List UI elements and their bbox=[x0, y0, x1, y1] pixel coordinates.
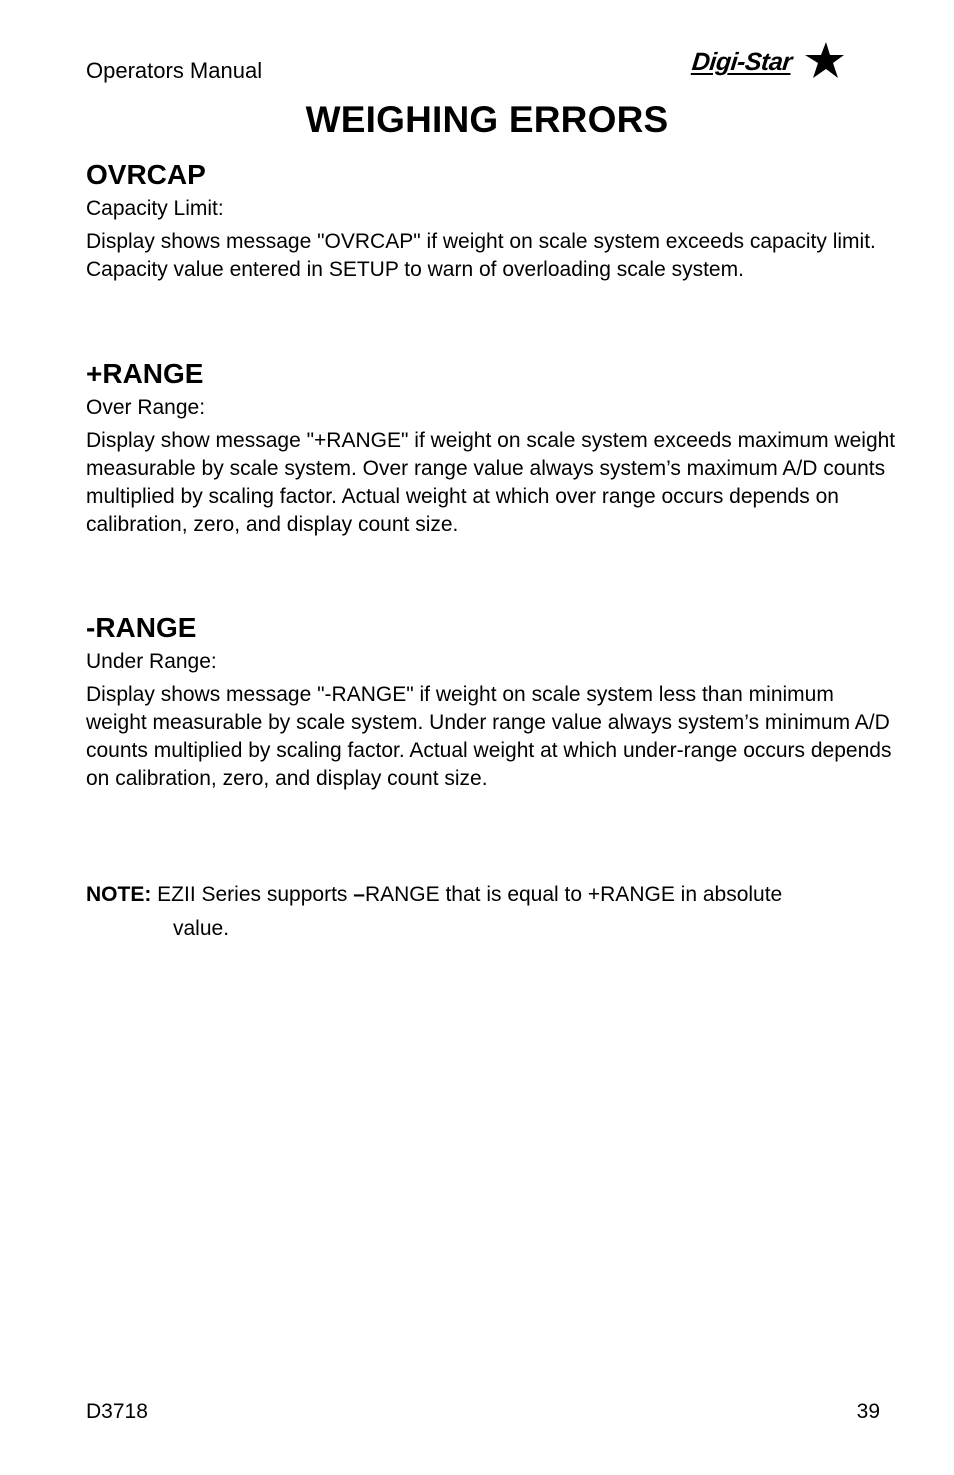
note-text-before: EZII Series supports bbox=[151, 883, 354, 906]
section-ovrcap bbox=[86, 158, 896, 284]
section-plus-range bbox=[86, 357, 896, 539]
section-heading: OVRCAP bbox=[86, 159, 206, 190]
note-line-1 bbox=[86, 878, 906, 912]
section-heading: +RANGE bbox=[86, 358, 204, 389]
section-subheading: Capacity Limit: bbox=[86, 197, 224, 220]
note-label: NOTE: bbox=[86, 883, 152, 906]
footer-page-number: 39 bbox=[856, 1400, 880, 1423]
section-body: Display show message "+RANGE" if weight on scale system exceeds maximum weight measurable by scale system. Over range value always system’s maximum A/D counts multiplied by scaling factor. Actual weight at which over range occurs depends on calibration, zero, and display count size. bbox=[86, 429, 896, 536]
note-line-2: value. bbox=[173, 917, 230, 940]
note-emphasis: – bbox=[353, 883, 365, 906]
section-subheading: Under Range: bbox=[86, 650, 217, 673]
section-heading: -RANGE bbox=[86, 612, 197, 643]
footer-doc-number: D3718 bbox=[86, 1400, 148, 1423]
section-body: Display shows message "OVRCAP" if weight on scale system exceeds capacity limit. Capacity value entered in SETUP to warn of overloading scale system. bbox=[86, 230, 876, 281]
star-icon bbox=[802, 42, 844, 80]
section-minus-range bbox=[86, 611, 896, 793]
section-subheading: Over Range: bbox=[86, 396, 206, 419]
header-manual-label: Operators Manual bbox=[86, 58, 263, 83]
section-body: Display shows message "-RANGE" if weight on scale system less than minimum weight measurable by scale system. Under range value always system’s minimum A/D counts multiplied by scaling factor. Actual weight at which under-range occurs depends on calibration, zero, and display count size. bbox=[86, 683, 892, 790]
logo-text: Digi-Star bbox=[690, 48, 794, 76]
note-text-after: RANGE that is equal to +RANGE in absolute bbox=[364, 883, 783, 906]
page-title: WEIGHING ERRORS bbox=[305, 99, 669, 140]
note-block bbox=[86, 878, 906, 946]
digi-star-logo bbox=[692, 42, 852, 82]
